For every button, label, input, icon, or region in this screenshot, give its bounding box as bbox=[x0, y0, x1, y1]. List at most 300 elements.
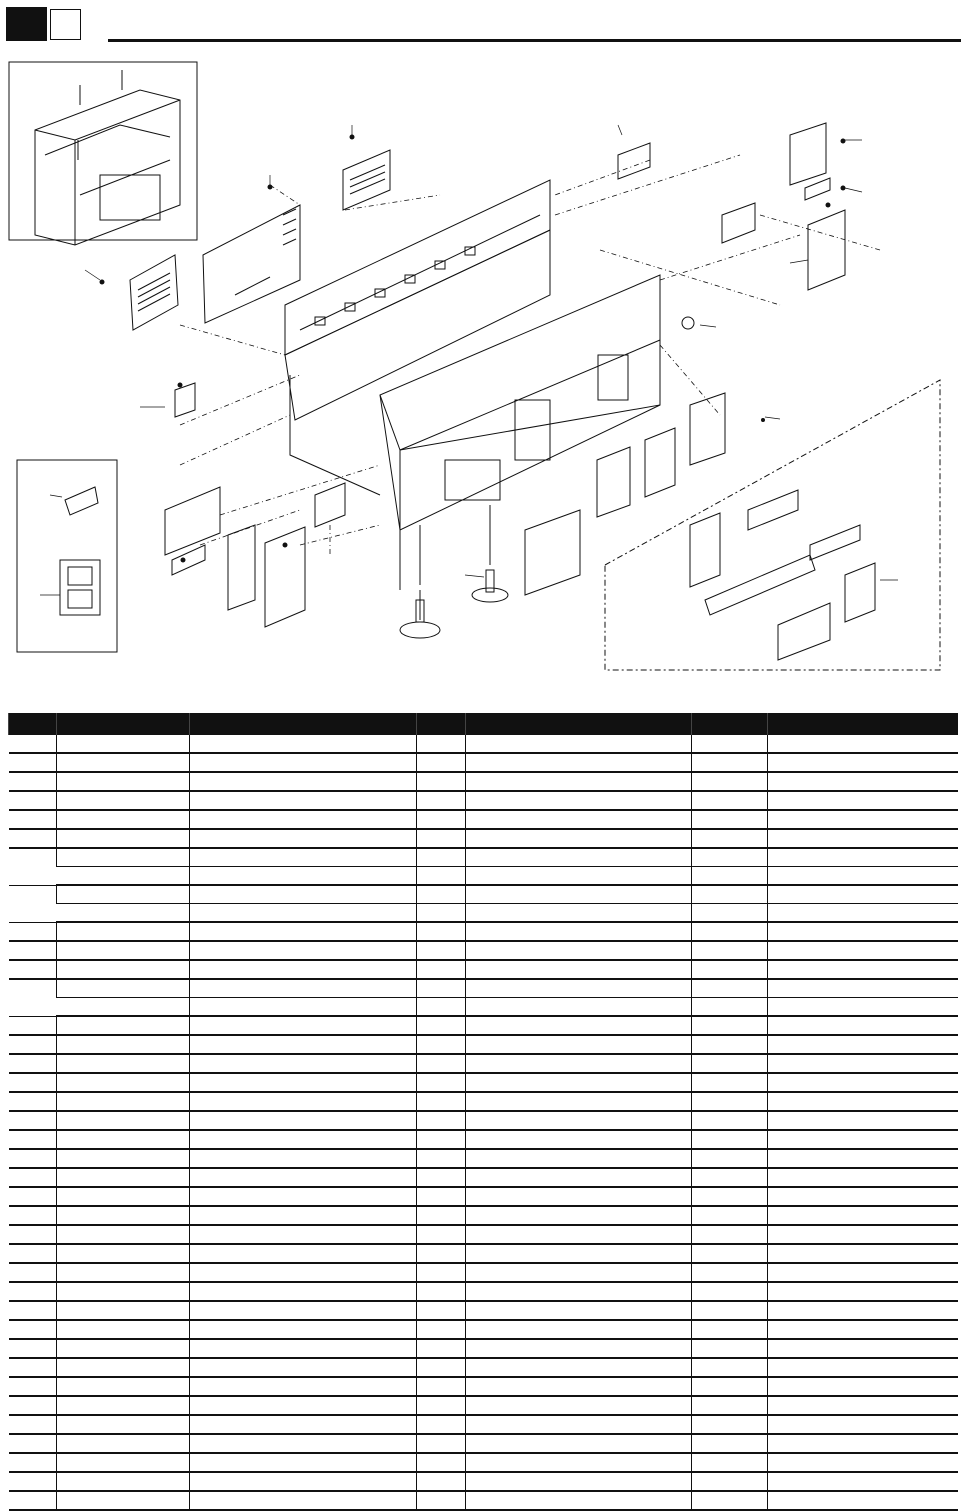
table-header-row bbox=[9, 713, 958, 735]
table-row bbox=[9, 1263, 958, 1282]
col-header-part-no-2 bbox=[692, 713, 768, 735]
table-cell bbox=[417, 1054, 466, 1073]
table-cell bbox=[768, 772, 958, 791]
table-cell bbox=[57, 829, 190, 848]
table-cell bbox=[466, 960, 692, 979]
table-cell bbox=[692, 1073, 768, 1092]
plate-lower-left bbox=[165, 487, 220, 555]
table-cell bbox=[417, 791, 466, 810]
table-cell bbox=[190, 1225, 417, 1244]
table-cell bbox=[466, 998, 692, 1017]
table-cell bbox=[190, 1282, 417, 1301]
table-cell bbox=[190, 1073, 417, 1092]
table-cell bbox=[417, 772, 466, 791]
table-cell bbox=[466, 904, 692, 923]
table-cell bbox=[466, 810, 692, 829]
table-cell bbox=[417, 922, 466, 941]
table-cell bbox=[57, 1168, 190, 1187]
table-cell bbox=[9, 1168, 57, 1187]
table-cell bbox=[57, 1358, 190, 1377]
table-cell bbox=[417, 1225, 466, 1244]
table-cell bbox=[692, 1035, 768, 1054]
table-cell bbox=[9, 1358, 57, 1377]
table-row bbox=[9, 1187, 958, 1206]
table-row bbox=[9, 960, 958, 979]
table-cell bbox=[692, 1092, 768, 1111]
table-cell bbox=[768, 979, 958, 998]
table-row bbox=[9, 735, 958, 753]
table-cell bbox=[692, 1491, 768, 1510]
table-cell bbox=[9, 1491, 57, 1510]
table-cell bbox=[190, 1168, 417, 1187]
table-row bbox=[9, 1035, 958, 1054]
table-cell bbox=[692, 1301, 768, 1320]
table-cell bbox=[692, 1434, 768, 1453]
table-cell bbox=[692, 979, 768, 998]
table-cell bbox=[9, 791, 57, 810]
table-cell bbox=[768, 922, 958, 941]
table-row bbox=[9, 979, 958, 998]
table-cell bbox=[692, 1054, 768, 1073]
table-cell bbox=[57, 867, 190, 886]
table-row bbox=[9, 1434, 958, 1453]
vent-panel-top bbox=[343, 150, 390, 210]
table-cell bbox=[57, 1301, 190, 1320]
table-cell bbox=[9, 1130, 57, 1149]
table-cell bbox=[9, 735, 57, 753]
table-cell bbox=[417, 941, 466, 960]
table-cell bbox=[692, 791, 768, 810]
table-cell bbox=[768, 791, 958, 810]
front-cover-right bbox=[690, 393, 725, 465]
table-cell bbox=[9, 1092, 57, 1111]
table-cell bbox=[417, 1358, 466, 1377]
table-cell bbox=[417, 1187, 466, 1206]
table-cell bbox=[417, 1472, 466, 1491]
table-cell bbox=[692, 1168, 768, 1187]
bracket-left bbox=[175, 383, 195, 417]
table-cell bbox=[692, 1263, 768, 1282]
table-cell bbox=[57, 1396, 190, 1415]
table-row bbox=[9, 1149, 958, 1168]
table-cell bbox=[9, 1472, 57, 1491]
vent-top-right bbox=[805, 178, 830, 200]
table-row bbox=[9, 1206, 958, 1225]
leveling-foot-1 bbox=[400, 590, 440, 638]
table-cell bbox=[190, 1358, 417, 1377]
panel-lr-side bbox=[690, 513, 720, 587]
table-cell bbox=[190, 1491, 417, 1510]
table-cell bbox=[57, 1453, 190, 1472]
table-cell bbox=[466, 1149, 692, 1168]
table-cell bbox=[57, 960, 190, 979]
table-cell bbox=[768, 1225, 958, 1244]
table-cell bbox=[57, 753, 190, 772]
exploded-parts-diagram bbox=[0, 55, 961, 680]
table-cell bbox=[190, 998, 417, 1017]
table-cell bbox=[9, 1054, 57, 1073]
table-row bbox=[9, 772, 958, 791]
table-cell bbox=[417, 1320, 466, 1339]
table-cell bbox=[9, 960, 57, 979]
table-row bbox=[9, 1339, 958, 1358]
table-cell bbox=[466, 1339, 692, 1358]
table-cell bbox=[417, 904, 466, 923]
table-cell bbox=[417, 1415, 466, 1434]
table-cell bbox=[466, 753, 692, 772]
table-cell bbox=[190, 867, 417, 886]
table-row bbox=[9, 1472, 958, 1491]
table-cell bbox=[57, 885, 190, 904]
table-cell bbox=[57, 1073, 190, 1092]
table-cell bbox=[768, 810, 958, 829]
table-cell bbox=[466, 867, 692, 886]
bracket-center bbox=[315, 483, 345, 527]
inset-lower-left-box bbox=[17, 460, 117, 652]
table-cell bbox=[692, 941, 768, 960]
table-row bbox=[9, 1453, 958, 1472]
table-cell bbox=[768, 998, 958, 1017]
table-cell bbox=[9, 1035, 57, 1054]
inset-lower-right-box bbox=[605, 380, 940, 670]
table-cell bbox=[466, 1282, 692, 1301]
table-cell bbox=[466, 1434, 692, 1453]
table-cell bbox=[692, 1282, 768, 1301]
table-row bbox=[9, 1130, 958, 1149]
table-row bbox=[9, 1320, 958, 1339]
table-cell bbox=[57, 810, 190, 829]
leveling-foot-2 bbox=[472, 505, 508, 602]
table-cell bbox=[417, 1339, 466, 1358]
table-cell bbox=[9, 1244, 57, 1263]
table-cell bbox=[768, 941, 958, 960]
table-cell bbox=[417, 1377, 466, 1396]
table-cell bbox=[417, 1035, 466, 1054]
table-row bbox=[9, 1054, 958, 1073]
main-frame-front bbox=[290, 275, 660, 590]
gasket-frame bbox=[228, 525, 255, 610]
table-cell bbox=[768, 1244, 958, 1263]
table-cell bbox=[768, 1301, 958, 1320]
table-cell bbox=[417, 848, 466, 867]
table-cell bbox=[57, 941, 190, 960]
table-cell bbox=[692, 1130, 768, 1149]
table-cell bbox=[692, 1016, 768, 1035]
table-cell bbox=[768, 1358, 958, 1377]
table-cell bbox=[57, 1339, 190, 1358]
table-cell bbox=[9, 1206, 57, 1225]
table-cell bbox=[9, 1301, 57, 1320]
table-row bbox=[9, 1092, 958, 1111]
table-cell bbox=[190, 1320, 417, 1339]
table-cell bbox=[190, 1396, 417, 1415]
main-frame-rear bbox=[285, 180, 550, 420]
table-cell bbox=[190, 1339, 417, 1358]
vent-panel-left bbox=[130, 255, 178, 330]
table-row bbox=[9, 998, 958, 1017]
table-cell bbox=[417, 1301, 466, 1320]
table-cell bbox=[57, 1377, 190, 1396]
table-row bbox=[9, 829, 958, 848]
table-row bbox=[9, 1073, 958, 1092]
double-window-plate bbox=[265, 527, 305, 627]
table-cell bbox=[768, 1054, 958, 1073]
table-cell bbox=[768, 885, 958, 904]
plate-lr-right bbox=[845, 563, 875, 622]
table-row bbox=[9, 1111, 958, 1130]
table-cell bbox=[768, 1263, 958, 1282]
table-cell bbox=[417, 867, 466, 886]
table-cell bbox=[692, 1377, 768, 1396]
table-cell bbox=[466, 1301, 692, 1320]
table-cell bbox=[768, 1339, 958, 1358]
table-cell bbox=[57, 1206, 190, 1225]
table-cell bbox=[768, 960, 958, 979]
table-cell bbox=[9, 1453, 57, 1472]
table-cell bbox=[9, 1111, 57, 1130]
table-cell bbox=[768, 1168, 958, 1187]
table-cell bbox=[692, 885, 768, 904]
table-cell bbox=[57, 1054, 190, 1073]
box-lr bbox=[778, 603, 830, 660]
table-row bbox=[9, 1396, 958, 1415]
table-cell bbox=[466, 1225, 692, 1244]
table-cell bbox=[9, 753, 57, 772]
table-cell bbox=[466, 922, 692, 941]
table-cell bbox=[692, 867, 768, 886]
table-cell bbox=[768, 1434, 958, 1453]
table-cell bbox=[768, 1472, 958, 1491]
table-cell bbox=[466, 1396, 692, 1415]
table-cell bbox=[190, 1054, 417, 1073]
table-cell bbox=[466, 1415, 692, 1434]
table-row bbox=[9, 941, 958, 960]
table-cell bbox=[190, 791, 417, 810]
table-cell bbox=[9, 1415, 57, 1434]
table-cell bbox=[692, 998, 768, 1017]
table-cell bbox=[466, 791, 692, 810]
table-cell bbox=[768, 1282, 958, 1301]
table-cell bbox=[417, 960, 466, 979]
table-cell bbox=[57, 998, 190, 1017]
table-cell bbox=[417, 1244, 466, 1263]
col-header-remarks bbox=[768, 713, 958, 735]
table-cell bbox=[692, 1453, 768, 1472]
table-cell bbox=[692, 829, 768, 848]
table-cell bbox=[466, 772, 692, 791]
table-cell bbox=[768, 1415, 958, 1434]
table-cell bbox=[692, 753, 768, 772]
table-cell bbox=[768, 1377, 958, 1396]
table-cell bbox=[466, 1111, 692, 1130]
table-cell bbox=[466, 848, 692, 867]
table-cell bbox=[417, 1206, 466, 1225]
table-cell bbox=[768, 867, 958, 886]
table-cell bbox=[57, 1092, 190, 1111]
table-cell bbox=[417, 885, 466, 904]
table-cell bbox=[57, 735, 190, 753]
col-header-no bbox=[9, 713, 57, 735]
table-cell bbox=[9, 885, 57, 922]
table-cell bbox=[417, 1396, 466, 1415]
table-cell bbox=[417, 1263, 466, 1282]
front-cover-mid bbox=[597, 447, 630, 517]
table-cell bbox=[466, 1187, 692, 1206]
table-cell bbox=[57, 1016, 190, 1035]
table-cell bbox=[692, 1396, 768, 1415]
table-cell bbox=[57, 1434, 190, 1453]
table-cell bbox=[692, 1187, 768, 1206]
table-cell bbox=[190, 829, 417, 848]
table-cell bbox=[466, 1244, 692, 1263]
front-cover-small bbox=[645, 428, 675, 497]
table-cell bbox=[692, 1320, 768, 1339]
table-cell bbox=[57, 1263, 190, 1282]
table-cell bbox=[466, 1472, 692, 1491]
table-row bbox=[9, 1244, 958, 1263]
table-cell bbox=[57, 1111, 190, 1130]
table-cell bbox=[190, 848, 417, 867]
table-cell bbox=[190, 904, 417, 923]
table-cell bbox=[692, 848, 768, 867]
table-cell bbox=[57, 1320, 190, 1339]
table-row bbox=[9, 791, 958, 810]
table-cell bbox=[692, 1339, 768, 1358]
section-number-box bbox=[50, 9, 81, 40]
table-cell bbox=[768, 1206, 958, 1225]
table-cell bbox=[190, 1453, 417, 1472]
table-cell bbox=[190, 1016, 417, 1035]
table-cell bbox=[768, 1187, 958, 1206]
table-cell bbox=[417, 810, 466, 829]
table-cell bbox=[692, 1358, 768, 1377]
table-cell bbox=[417, 979, 466, 998]
table-cell bbox=[417, 829, 466, 848]
table-cell bbox=[768, 1073, 958, 1092]
parts-table-body bbox=[9, 735, 958, 1510]
table-row bbox=[9, 922, 958, 941]
table-cell bbox=[9, 1187, 57, 1206]
table-cell bbox=[57, 1491, 190, 1510]
table-cell bbox=[466, 1206, 692, 1225]
table-cell bbox=[190, 960, 417, 979]
table-cell bbox=[768, 1016, 958, 1035]
col-header-description-2 bbox=[466, 713, 692, 735]
table-cell bbox=[190, 753, 417, 772]
table-cell bbox=[9, 1434, 57, 1453]
table-cell bbox=[57, 1282, 190, 1301]
table-cell bbox=[768, 1092, 958, 1111]
table-row bbox=[9, 1016, 958, 1035]
table-cell bbox=[692, 1415, 768, 1434]
table-cell bbox=[692, 1111, 768, 1130]
table-cell bbox=[190, 1377, 417, 1396]
bracket-top-right bbox=[618, 143, 650, 179]
table-cell bbox=[57, 979, 190, 998]
table-cell bbox=[9, 1263, 57, 1282]
table-cell bbox=[57, 1187, 190, 1206]
table-cell bbox=[417, 1168, 466, 1187]
table-cell bbox=[466, 1035, 692, 1054]
table-row bbox=[9, 1358, 958, 1377]
table-cell bbox=[466, 735, 692, 753]
table-cell bbox=[692, 735, 768, 753]
table-cell bbox=[768, 1453, 958, 1472]
table-cell bbox=[190, 1434, 417, 1453]
table-cell bbox=[466, 1263, 692, 1282]
table-cell bbox=[466, 1453, 692, 1472]
table-cell bbox=[768, 1111, 958, 1130]
table-cell bbox=[692, 1206, 768, 1225]
table-cell bbox=[190, 885, 417, 904]
table-cell bbox=[190, 1244, 417, 1263]
rail-lr-1 bbox=[748, 490, 798, 530]
table-cell bbox=[768, 1149, 958, 1168]
table-cell bbox=[417, 1073, 466, 1092]
table-cell bbox=[417, 998, 466, 1017]
table-row bbox=[9, 1301, 958, 1320]
table-cell bbox=[692, 1472, 768, 1491]
table-cell bbox=[466, 1054, 692, 1073]
table-cell bbox=[190, 735, 417, 753]
table-cell bbox=[466, 1320, 692, 1339]
connector-right bbox=[682, 317, 694, 329]
table-cell bbox=[768, 848, 958, 867]
table-cell bbox=[692, 1225, 768, 1244]
table-cell bbox=[768, 1491, 958, 1510]
table-row bbox=[9, 904, 958, 923]
front-cover-large bbox=[525, 510, 580, 595]
panel-top-right bbox=[790, 123, 826, 185]
table-cell bbox=[9, 1073, 57, 1092]
table-cell bbox=[57, 772, 190, 791]
header-rule bbox=[108, 39, 961, 42]
table-cell bbox=[57, 848, 190, 867]
table-cell bbox=[466, 1491, 692, 1510]
table-cell bbox=[692, 810, 768, 829]
table-cell bbox=[417, 1434, 466, 1453]
parts-list-table bbox=[8, 713, 958, 1511]
table-cell bbox=[466, 1092, 692, 1111]
table-cell bbox=[190, 1415, 417, 1434]
table-cell bbox=[9, 772, 57, 791]
table-cell bbox=[692, 904, 768, 923]
table-cell bbox=[9, 1377, 57, 1396]
col-header-part-no bbox=[57, 713, 190, 735]
table-cell bbox=[9, 1282, 57, 1301]
table-cell bbox=[190, 1206, 417, 1225]
section-badge bbox=[6, 7, 47, 41]
table-cell bbox=[417, 1149, 466, 1168]
table-cell bbox=[466, 979, 692, 998]
table-cell bbox=[417, 1111, 466, 1130]
table-cell bbox=[466, 1358, 692, 1377]
table-row bbox=[9, 885, 958, 904]
table-cell bbox=[466, 941, 692, 960]
table-cell bbox=[9, 1225, 57, 1244]
table-cell bbox=[9, 1339, 57, 1358]
table-cell bbox=[466, 1377, 692, 1396]
table-cell bbox=[692, 1244, 768, 1263]
table-cell bbox=[466, 885, 692, 904]
table-cell bbox=[768, 1130, 958, 1149]
table-cell bbox=[190, 772, 417, 791]
table-cell bbox=[9, 1149, 57, 1168]
table-cell bbox=[692, 772, 768, 791]
table-row bbox=[9, 810, 958, 829]
table-cell bbox=[9, 941, 57, 960]
table-cell bbox=[768, 904, 958, 923]
